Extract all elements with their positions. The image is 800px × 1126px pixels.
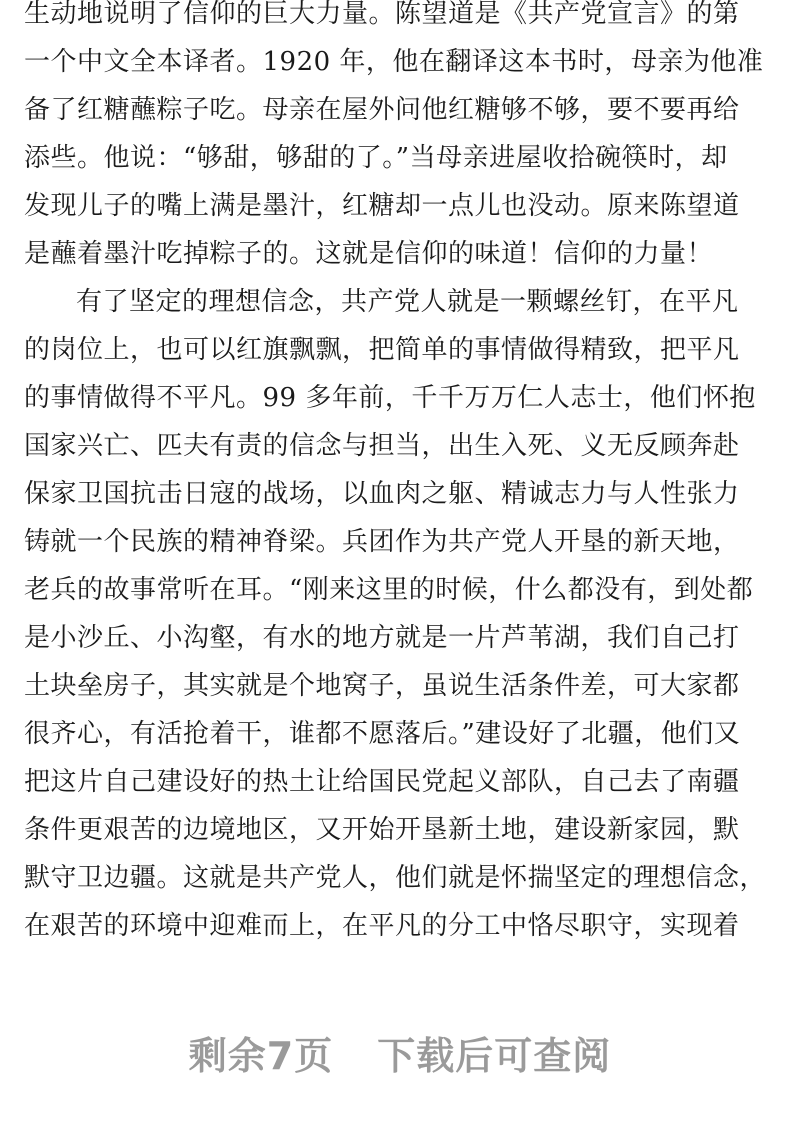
text-line: 发现儿子的嘴上满是墨汁，红糖却一点儿也没动。原来陈望道 bbox=[24, 191, 740, 221]
text-line: 备了红糖蘸粽子吃。母亲在屋外问他红糖够不够，要不要再给 bbox=[24, 95, 740, 125]
download-hint-label: 下载后可查阅 bbox=[377, 1033, 612, 1078]
text-line: 铸就一个民族的精神脊梁。兵团作为共产党人开垦的新天地， bbox=[24, 527, 740, 557]
text-line: 土块垒房子，其实就是个地窝子，虽说生活条件差，可大家都 bbox=[24, 671, 740, 701]
text-line: 是蘸着墨汁吃掉粽子的。这就是信仰的味道！信仰的力量！ bbox=[24, 239, 714, 269]
text-line: 条件更艰苦的边境地区，又开始开垦新土地，建设新家园，默 bbox=[24, 815, 740, 845]
text-line: 老兵的故事常听在耳。“刚来这里的时候，什么都没有，到处都 bbox=[24, 575, 754, 605]
text-line: 很齐心，有活抢着干，谁都不愿落后。”建设好了北疆，他们又 bbox=[24, 719, 741, 749]
text-line: 有了坚定的理想信念，共产党人就是一颗螺丝钉，在平凡 bbox=[76, 287, 739, 317]
text-line: 的岗位上，也可以红旗飘飘，把简单的事情做得精致，把平凡 bbox=[24, 335, 740, 365]
text-line: 是小沙丘、小沟壑，有水的地方就是一片芦苇湖，我们自己打 bbox=[24, 623, 740, 653]
paragraph-2 bbox=[24, 278, 776, 950]
paragraph-1 bbox=[24, 0, 776, 278]
text-line: 生动地说明了信仰的巨大力量。陈望道是《共产党宣言》的第 bbox=[24, 0, 740, 29]
text-line: 在艰苦的环境中迎难而上，在平凡的分工中恪尽职守，实现着 bbox=[24, 911, 740, 941]
text-line: 添些。他说：“够甜，够甜的了。”当母亲进屋收拾碗筷时，却 bbox=[24, 143, 728, 173]
download-prompt[interactable] bbox=[0, 1024, 800, 1080]
text-line: 国家兴亡、匹夫有责的信念与担当，出生入死、义无反顾奔赴 bbox=[24, 431, 740, 461]
text-line: 的事情做得不平凡。99 多年前，千千万万仁人志士，他们怀抱 bbox=[24, 383, 756, 413]
text-line: 把这片自己建设好的热土让给国民党起义部队，自己去了南疆 bbox=[24, 767, 740, 797]
remaining-pages-label: 剩余7页 bbox=[188, 1033, 334, 1078]
text-line: 一个中文全本译者。1920 年，他在翻译这本书时，母亲为他准 bbox=[24, 47, 764, 77]
text-line: 保家卫国抗击日寇的战场，以血肉之躯、精诚志力与人性张力 bbox=[24, 479, 740, 509]
text-line: 默守卫边疆。这就是共产党人，他们就是怀揣坚定的理想信念， bbox=[24, 863, 767, 893]
